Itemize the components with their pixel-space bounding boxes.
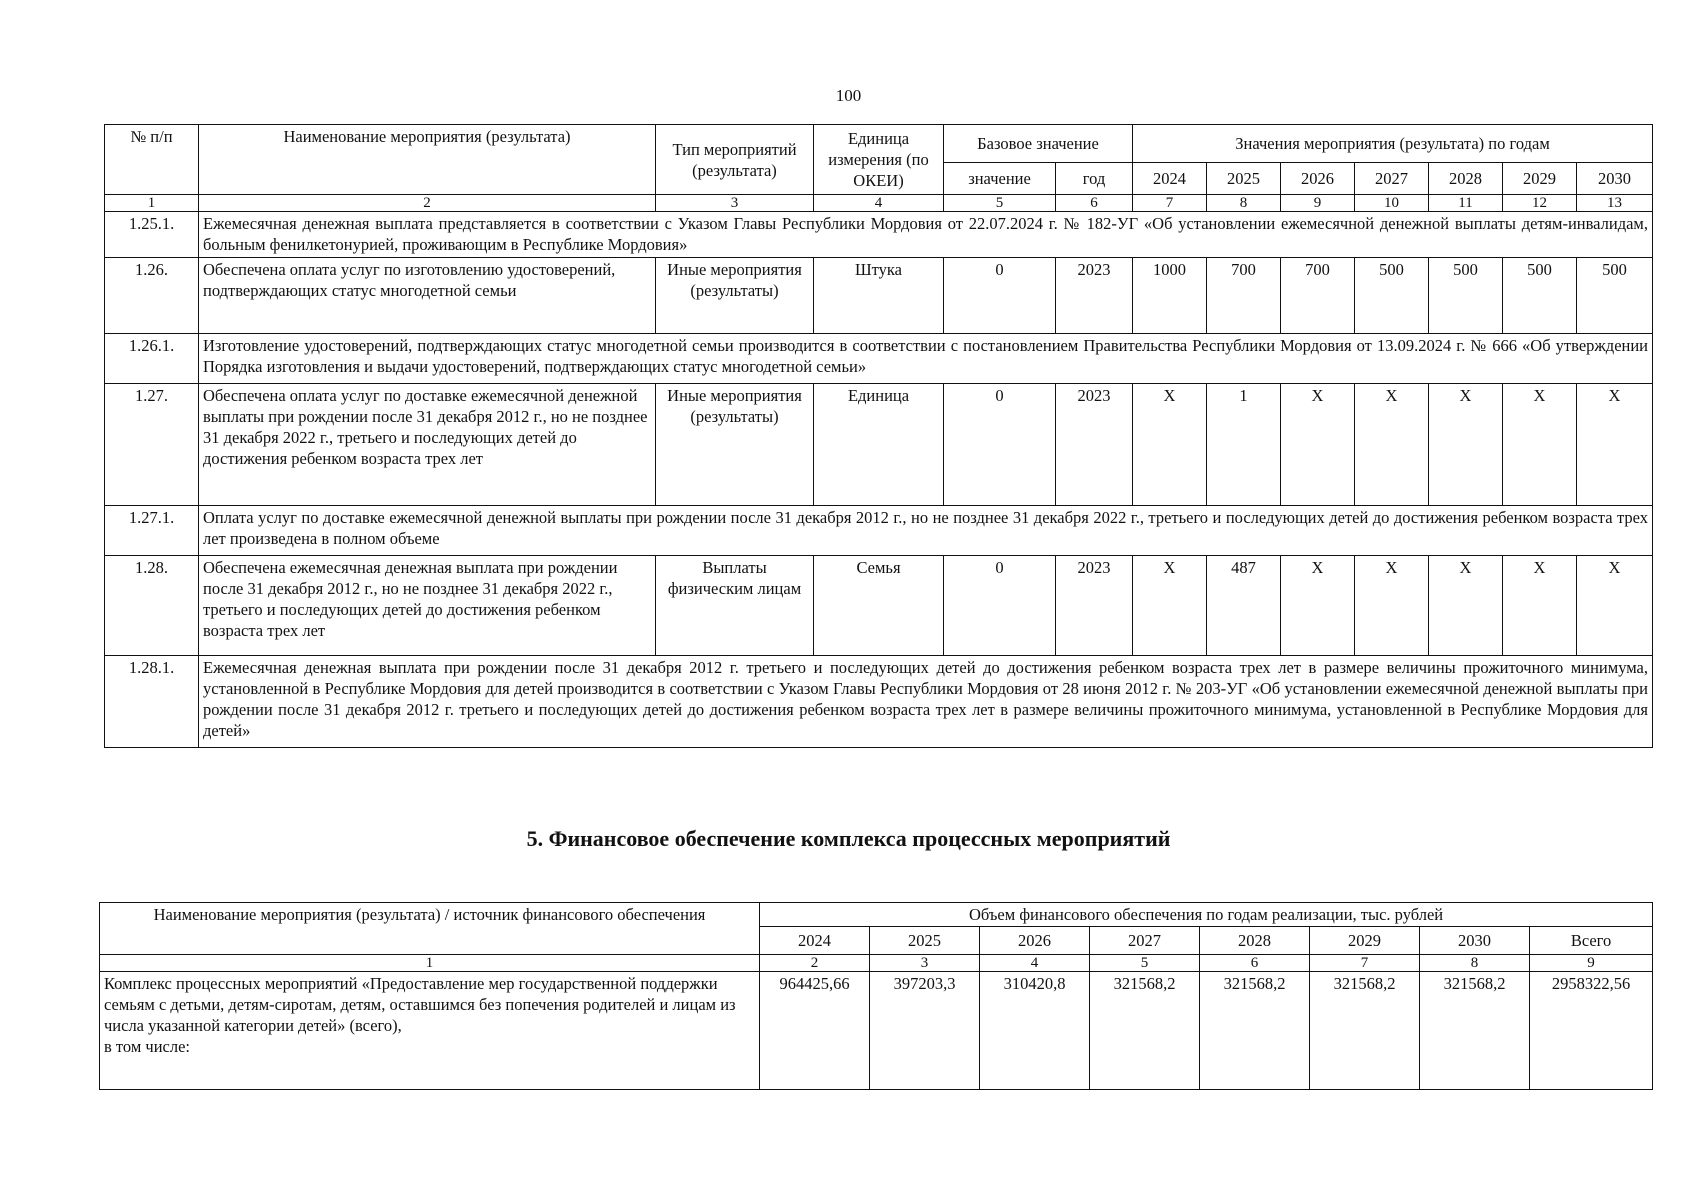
column-number: 5 <box>1090 955 1200 972</box>
column-number: 12 <box>1503 195 1577 212</box>
row-year-value: 500 <box>1503 258 1577 334</box>
header-type: Тип мероприятий (результата) <box>656 125 814 195</box>
column-number: 8 <box>1420 955 1530 972</box>
row-base-year: 2023 <box>1056 556 1133 656</box>
row-year-value: X <box>1281 556 1355 656</box>
header-year: 2028 <box>1200 927 1310 955</box>
row-note: Изготовление удостоверений, подтверждающих статус многодетной семьи производится в соответствии с постановлением Правительства Республики Мордовия от 13.09.2024 г. № 666 «Об утверждении Порядка изготовления и выдачи удостоверений, подтверждающих статус многодетной семьи» <box>199 334 1653 384</box>
row-base-value: 0 <box>944 384 1056 506</box>
row-year-value: 321568,2 <box>1090 972 1200 1090</box>
column-number: 8 <box>1207 195 1281 212</box>
row-type: Выплаты физическим лицам <box>656 556 814 656</box>
row-year-value: 964425,66 <box>760 972 870 1090</box>
table-row <box>105 212 1653 258</box>
row-unit: Штука <box>814 258 944 334</box>
row-year-value: 321568,2 <box>1310 972 1420 1090</box>
row-note: Оплата услуг по доставке ежемесячной денежной выплаты при рождении после 31 декабря 2012 г., но не позднее 31 декабря 2022 г., третьего и последующих детей до достижения ребенком возраста трех лет произведена в полном объеме <box>199 506 1653 556</box>
row-year-value: X <box>1503 384 1577 506</box>
column-number: 13 <box>1577 195 1653 212</box>
row-name: Обеспечена оплата услуг по доставке ежемесячной денежной выплаты при рождении после 31 декабря 2012 г., но не позднее 31 декабря 2022 г., третьего и последующих детей до достижения ребенком возраста трех лет <box>199 384 656 506</box>
row-number: 1.26. <box>105 258 199 334</box>
table-row <box>105 384 1653 506</box>
column-number-row <box>100 955 1653 972</box>
header-row <box>100 903 1653 927</box>
row-unit: Семья <box>814 556 944 656</box>
column-number: 1 <box>100 955 760 972</box>
header-year: 2024 <box>1133 163 1207 195</box>
column-number: 5 <box>944 195 1056 212</box>
row-year-value: X <box>1281 384 1355 506</box>
row-year-value: 321568,2 <box>1420 972 1530 1090</box>
header-values-by-year: Значения мероприятия (результата) по годам <box>1133 125 1653 163</box>
row-number: 1.25.1. <box>105 212 199 258</box>
row-number: 1.26.1. <box>105 334 199 384</box>
row-name-suffix: в том числе: <box>104 1037 191 1056</box>
row-type: Иные мероприятия (результаты) <box>656 258 814 334</box>
row-year-value: X <box>1429 556 1503 656</box>
column-number: 9 <box>1281 195 1355 212</box>
row-base-year: 2023 <box>1056 384 1133 506</box>
row-year-value: X <box>1133 384 1207 506</box>
row-year-value: X <box>1577 384 1653 506</box>
row-year-value: X <box>1503 556 1577 656</box>
header-year: 2029 <box>1503 163 1577 195</box>
row-year-value: 487 <box>1207 556 1281 656</box>
results-table <box>104 124 1653 748</box>
column-number: 6 <box>1056 195 1133 212</box>
header-year: 2028 <box>1429 163 1503 195</box>
header-year: 2025 <box>870 927 980 955</box>
row-year-value: 310420,8 <box>980 972 1090 1090</box>
row-year-value: X <box>1355 556 1429 656</box>
column-number-row <box>105 195 1653 212</box>
column-number: 2 <box>199 195 656 212</box>
row-number: 1.28.1. <box>105 656 199 748</box>
row-note: Ежемесячная денежная выплата при рождении после 31 декабря 2012 г. третьего и последующих детей до достижения ребенком возраста трех лет в размере величины прожиточного минимума, установленной в Республике Мордовия для детей производится в соответствии с Указом Главы Республики Мордовия от 28 июня 2012 г. № 203-УГ «Об установлении ежемесячной денежной выплаты при рождении после 31 декабря 2012 г. третьего и последующих детей до достижения ребенком возраста трех лет в размере величины прожиточного минимума, установленной в Республике Мордовия для детей» <box>199 656 1653 748</box>
header-year: 2026 <box>980 927 1090 955</box>
column-number: 11 <box>1429 195 1503 212</box>
table-row <box>105 656 1653 748</box>
section-title: 5. Финансовое обеспечение комплекса процессных мероприятий <box>526 826 1171 851</box>
header-year: 2030 <box>1420 927 1530 955</box>
row-name: Обеспечена ежемесячная денежная выплата при рождении после 31 декабря 2012 г., но не позднее 31 декабря 2022 г., третьего и последующих детей до достижения ребенком возраста трех лет <box>199 556 656 656</box>
row-base-year: 2023 <box>1056 258 1133 334</box>
header-base-value: значение <box>944 163 1056 195</box>
header-year: 2029 <box>1310 927 1420 955</box>
header-base: Базовое значение <box>944 125 1133 163</box>
row-year-value: 321568,2 <box>1200 972 1310 1090</box>
column-number: 6 <box>1200 955 1310 972</box>
row-name: Обеспечена оплата услуг по изготовлению удостоверений, подтверждающих статус многодетной семьи <box>199 258 656 334</box>
row-year-value: X <box>1133 556 1207 656</box>
table-row <box>105 258 1653 334</box>
table-row <box>105 334 1653 384</box>
table-row <box>105 556 1653 656</box>
row-note: Ежемесячная денежная выплата представляется в соответствии с Указом Главы Республики Мордовия от 22.07.2024 г. № 182-УГ «Об установлении ежемесячной денежной выплаты детям-инвалидам, больным фенилкетонурией, проживающим в Республике Мордовия» <box>199 212 1653 258</box>
row-year-value: 500 <box>1429 258 1503 334</box>
column-number: 4 <box>980 955 1090 972</box>
row-unit: Единица <box>814 384 944 506</box>
financing-table <box>99 902 1653 1090</box>
header-name: Наименование мероприятия (результата) <box>199 125 656 195</box>
row-year-value: X <box>1355 384 1429 506</box>
column-number: 4 <box>814 195 944 212</box>
column-number: 9 <box>1530 955 1653 972</box>
table-row <box>100 972 1653 1090</box>
header-year: 2024 <box>760 927 870 955</box>
row-number: 1.27. <box>105 384 199 506</box>
row-year-value: 2958322,56 <box>1530 972 1653 1090</box>
row-year-value: 500 <box>1577 258 1653 334</box>
row-year-value: 1000 <box>1133 258 1207 334</box>
row-type: Иные мероприятия (результаты) <box>656 384 814 506</box>
column-number: 10 <box>1355 195 1429 212</box>
header-base-year: год <box>1056 163 1133 195</box>
row-year-value: X <box>1577 556 1653 656</box>
column-number: 2 <box>760 955 870 972</box>
row-year-value: 700 <box>1281 258 1355 334</box>
row-year-value: 700 <box>1207 258 1281 334</box>
header-year: 2027 <box>1355 163 1429 195</box>
table-row <box>105 506 1653 556</box>
column-number: 3 <box>870 955 980 972</box>
row-name <box>100 972 760 1090</box>
column-number: 7 <box>1310 955 1420 972</box>
header-num: № п/п <box>105 125 199 195</box>
row-base-value: 0 <box>944 258 1056 334</box>
column-number: 7 <box>1133 195 1207 212</box>
row-number: 1.28. <box>105 556 199 656</box>
header-row <box>105 125 1653 163</box>
row-name-text: Комплекс процессных мероприятий «Предоставление мер государственной поддержки семьям с детьми, детям-сиротам, детям, оставшимся без попечения родителей и лицам из числа указанной категории детей» (всего), <box>104 974 736 1035</box>
page-number: 100 <box>835 86 862 105</box>
column-number: 1 <box>105 195 199 212</box>
row-year-value: 1 <box>1207 384 1281 506</box>
header-year: 2030 <box>1577 163 1653 195</box>
row-year-value: 397203,3 <box>870 972 980 1090</box>
column-number: 3 <box>656 195 814 212</box>
header-year: 2027 <box>1090 927 1200 955</box>
row-year-value: 500 <box>1355 258 1429 334</box>
row-number: 1.27.1. <box>105 506 199 556</box>
header-volume: Объем финансового обеспечения по годам реализации, тыс. рублей <box>760 903 1653 927</box>
header-name: Наименование мероприятия (результата) / источник финансового обеспечения <box>100 903 760 955</box>
header-year: 2025 <box>1207 163 1281 195</box>
row-year-value: X <box>1429 384 1503 506</box>
row-base-value: 0 <box>944 556 1056 656</box>
header-unit: Единица измерения (по ОКЕИ) <box>814 125 944 195</box>
header-year: Всего <box>1530 927 1653 955</box>
header-year: 2026 <box>1281 163 1355 195</box>
